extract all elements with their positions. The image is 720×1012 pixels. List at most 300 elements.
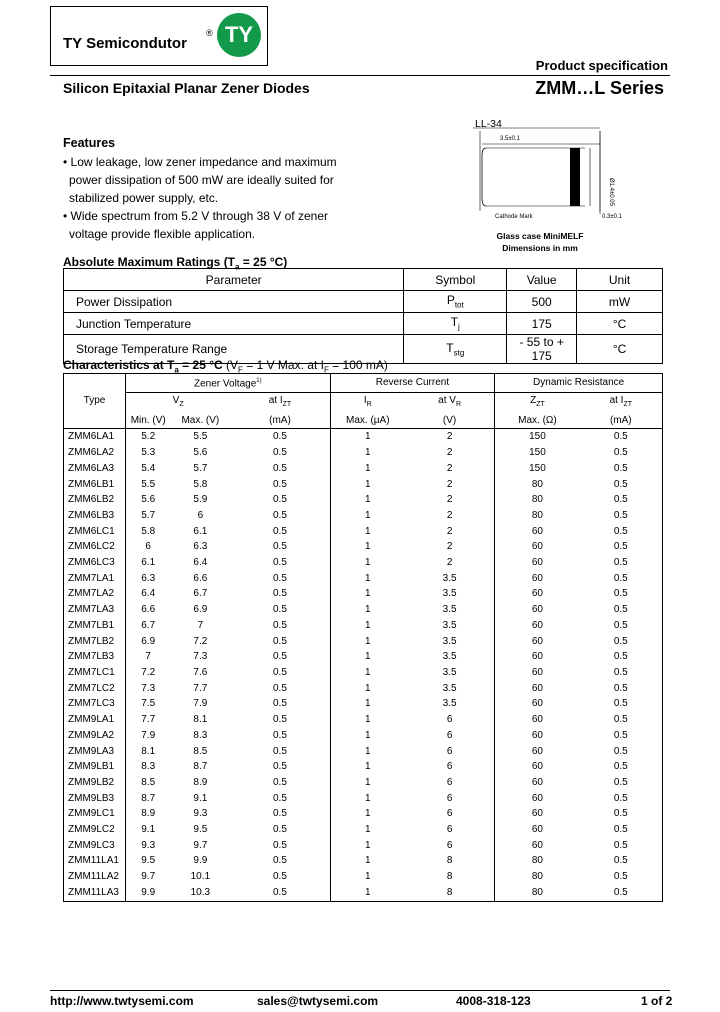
value-cell: 0.5	[230, 555, 330, 571]
feature-item: • Wide spectrum from 5.2 V through 38 V of zener voltage provide flexible application.	[63, 209, 328, 241]
value-cell: 2	[405, 539, 495, 555]
value-cell: 6	[405, 712, 495, 728]
cathode-band	[570, 148, 580, 206]
parameter-cell: Junction Temperature	[64, 313, 404, 335]
value-cell: 60	[531, 604, 543, 616]
value-cell: 0.5	[580, 712, 663, 728]
value-cell: 1	[364, 572, 371, 584]
type-cell: ZMM9LA2	[64, 728, 126, 744]
value-cell: 1	[364, 619, 371, 631]
table-row	[64, 869, 663, 885]
unit-ma: (mA)	[230, 413, 330, 429]
value-cell: 9.3	[193, 808, 208, 820]
value-cell: 0.5	[230, 508, 330, 524]
value-cell: 1	[364, 792, 371, 804]
value-cell: 6.9	[193, 604, 208, 616]
value-cell: 0.5	[580, 869, 663, 885]
value-cell: 2	[405, 429, 495, 445]
value-cell: 60	[531, 824, 543, 836]
company-logo	[50, 6, 268, 66]
value-cell: 0.5	[580, 744, 663, 760]
type-cell: ZMM6LC3	[64, 555, 126, 571]
logo-mark-icon: TY	[217, 13, 261, 57]
value-cell: 1	[364, 635, 371, 647]
sub-at-izt: at $I_{ZT}$	[230, 393, 330, 413]
value-cell: 6.7	[141, 619, 156, 631]
table-row	[64, 555, 663, 571]
footer-email[interactable]: sales@twtysemi.com	[257, 994, 379, 1008]
value-cell: 6.6	[141, 604, 156, 616]
value-cell: 3.5	[405, 586, 495, 602]
type-cell: ZMM9LA1	[64, 712, 126, 728]
type-cell: ZMM11LA3	[64, 885, 126, 901]
table-row	[64, 477, 663, 493]
footer-page-number: 1 of 2	[641, 994, 673, 1008]
col-value: Value	[507, 269, 577, 291]
table-row	[64, 853, 663, 869]
sub-at-vr: at $V_R$	[405, 393, 495, 413]
footer-phone: 4008-318-123	[456, 994, 531, 1008]
value-cell: 0.5	[580, 618, 663, 634]
value-cell: 8.9	[193, 776, 208, 788]
value-cell: 0.5	[580, 759, 663, 775]
value-cell: 1	[364, 761, 371, 773]
value-cell: 10.3	[170, 885, 230, 901]
type-cell: ZMM7LB1	[64, 618, 126, 634]
table-header-row	[64, 374, 663, 393]
table-row	[64, 885, 663, 901]
diode-body-left	[482, 148, 486, 206]
table-row	[64, 634, 663, 650]
type-cell: ZMM7LA3	[64, 602, 126, 618]
abs-max-heading: Absolute Maximum Ratings ($T_a = 25$ °C)	[63, 255, 288, 272]
value-cell: 5.5	[170, 429, 230, 445]
registered-mark: ®	[206, 28, 213, 38]
table-row	[64, 744, 663, 760]
value-cell: 8.1	[141, 745, 156, 757]
value-cell: 60	[531, 698, 543, 710]
type-cell: ZMM6LB3	[64, 508, 126, 524]
value-cell: 1	[364, 541, 371, 553]
header-divider	[50, 75, 670, 76]
dim-band: 0.3±0.1	[602, 214, 622, 220]
value-cell: 8.3	[193, 729, 208, 741]
value-cell: 9.9	[125, 885, 170, 901]
table-row	[64, 649, 663, 665]
value-cell: 0.5	[230, 712, 330, 728]
table-row	[64, 665, 663, 681]
value-cell: 1	[364, 557, 371, 569]
value-cell: 80	[531, 478, 543, 490]
value-cell: 0.5	[230, 853, 330, 869]
type-cell: ZMM6LC1	[64, 524, 126, 540]
value-cell: 7.3	[141, 682, 156, 694]
value-cell: 0.5	[230, 429, 330, 445]
value-cell: 3.5	[405, 681, 495, 697]
value-cell: 60	[531, 808, 543, 820]
value-cell: 0.5	[580, 696, 663, 712]
value-cell: 1	[364, 776, 371, 788]
value-cell: 0.5	[580, 822, 663, 838]
value-cell: 6.7	[193, 588, 208, 600]
type-cell: ZMM6LA3	[64, 461, 126, 477]
table-row	[64, 838, 663, 854]
value-cell: 5.7	[193, 462, 208, 474]
value-cell: 6.1	[141, 557, 156, 569]
type-cell: ZMM7LA2	[64, 586, 126, 602]
value-cell: 60	[531, 541, 543, 553]
value-cell: 3.5	[405, 618, 495, 634]
value-cell: 6.3	[141, 572, 156, 584]
value-cell: 0.5	[580, 571, 663, 587]
value-cell: - 55 to + 175	[507, 335, 577, 364]
value-cell: 2	[405, 555, 495, 571]
value-cell: 6.9	[141, 635, 156, 647]
document-title: Silicon Epitaxial Planar Zener Diodes	[63, 80, 310, 96]
dim-length: 3.5±0.1	[500, 136, 520, 142]
unit-v: (V)	[405, 413, 495, 429]
value-cell: 60	[531, 651, 543, 663]
value-cell: 2	[405, 445, 495, 461]
type-cell: ZMM9LB2	[64, 775, 126, 791]
value-cell: 0.5	[230, 744, 330, 760]
value-cell: 6	[405, 744, 495, 760]
value-cell: 3.5	[405, 602, 495, 618]
value-cell: 6	[405, 791, 495, 807]
value-cell: 7.9	[193, 698, 208, 710]
value-cell: 0.5	[230, 477, 330, 493]
value-cell: 7.2	[193, 635, 208, 647]
table-row	[64, 791, 663, 807]
value-cell: 5.6	[141, 494, 156, 506]
value-cell: 60	[531, 572, 543, 584]
type-cell: ZMM7LC2	[64, 681, 126, 697]
value-cell: 6	[405, 759, 495, 775]
col-symbol: Symbol	[404, 269, 507, 291]
table-row	[64, 524, 663, 540]
package-label: LL-34	[475, 118, 502, 130]
cathode-mark-label: Cathode Mark	[495, 214, 533, 220]
characteristics-body	[64, 429, 663, 901]
value-cell: 60	[531, 761, 543, 773]
value-cell: 5.5	[141, 478, 156, 490]
type-cell: ZMM9LA3	[64, 744, 126, 760]
value-cell: 0.5	[580, 649, 663, 665]
value-cell: 6	[145, 541, 151, 553]
value-cell: 0.5	[580, 477, 663, 493]
value-cell: 7.7	[193, 682, 208, 694]
value-cell: 0.5	[580, 445, 663, 461]
value-cell: 1	[364, 651, 371, 663]
feature-item: • Low leakage, low zener impedance and maximum power dissipation of 500 mW are ideally suited for stabilized power supply, etc.	[63, 155, 337, 205]
value-cell: 2	[405, 492, 495, 508]
value-cell: 5.3	[141, 447, 156, 459]
value-cell: 60	[531, 714, 543, 726]
dim-diameter: Ø1.4±0.05	[608, 178, 614, 206]
type-cell: ZMM6LC2	[64, 539, 126, 555]
value-cell: 1	[364, 604, 371, 616]
table-row	[64, 508, 663, 524]
value-cell: 0.5	[230, 586, 330, 602]
symbol-cell: $P_{tot}$	[404, 291, 507, 313]
value-cell: 9.7	[141, 871, 156, 883]
table-row	[64, 586, 663, 602]
value-cell: 1	[364, 462, 371, 474]
table-row	[64, 728, 663, 744]
col-dynamic-resistance: Dynamic Resistance	[495, 374, 663, 393]
table-row	[64, 602, 663, 618]
value-cell: 5.6	[193, 447, 208, 459]
table-row	[64, 492, 663, 508]
features-heading: Features	[63, 136, 116, 150]
value-cell: 0.5	[230, 602, 330, 618]
value-cell: 0.5	[230, 524, 330, 540]
value-cell: 0.5	[580, 791, 663, 807]
unit-max-ua: Max. (μA)	[346, 414, 390, 426]
unit-cell: mW	[577, 291, 663, 313]
value-cell: 5.9	[193, 494, 208, 506]
value-cell: 80	[531, 494, 543, 506]
value-cell: 0.5	[580, 555, 663, 571]
package-caption-units: Dimensions in mm	[502, 243, 578, 253]
value-cell: 0.5	[580, 775, 663, 791]
value-cell: 1	[330, 885, 405, 901]
type-cell: ZMM7LC3	[64, 696, 126, 712]
value-cell: 80	[531, 509, 543, 521]
value-cell: 8	[405, 853, 495, 869]
table-subheader-row	[64, 393, 663, 413]
value-cell: 500	[507, 291, 577, 313]
type-cell: ZMM6LA1	[64, 429, 126, 445]
type-cell: ZMM7LB3	[64, 649, 126, 665]
value-cell: 2	[405, 524, 495, 540]
value-cell: 3.5	[405, 649, 495, 665]
value-cell: 9.5	[193, 824, 208, 836]
value-cell: 1	[330, 429, 405, 445]
value-cell: 7	[145, 651, 151, 663]
value-cell: 3.5	[405, 696, 495, 712]
value-cell: 0.5	[230, 728, 330, 744]
value-cell: 6.1	[193, 525, 208, 537]
footer-divider	[50, 990, 670, 991]
value-cell: 8.1	[193, 714, 208, 726]
table-header-row	[64, 269, 663, 291]
value-cell: 60	[531, 682, 543, 694]
table-row	[64, 445, 663, 461]
value-cell: 9.5	[141, 855, 156, 867]
unit-cell: °C	[577, 335, 663, 364]
value-cell: 9.1	[193, 792, 208, 804]
value-cell: 7.9	[141, 729, 156, 741]
value-cell: 8.7	[141, 792, 156, 804]
table-row	[64, 571, 663, 587]
table-row	[64, 775, 663, 791]
type-cell: ZMM9LB1	[64, 759, 126, 775]
value-cell: 3.5	[405, 665, 495, 681]
value-cell: 0.5	[230, 681, 330, 697]
value-cell: 1	[364, 478, 371, 490]
type-cell: ZMM9LC3	[64, 838, 126, 854]
value-cell: 0.5	[580, 665, 663, 681]
type-cell: ZMM7LC1	[64, 665, 126, 681]
value-cell: 3.5	[405, 634, 495, 650]
table-row	[64, 461, 663, 477]
value-cell: 6	[405, 728, 495, 744]
company-name: TY Semicondutor	[63, 35, 187, 52]
value-cell: 8.7	[193, 761, 208, 773]
value-cell: 7.5	[141, 698, 156, 710]
value-cell: 1	[364, 824, 371, 836]
value-cell: 8	[405, 869, 495, 885]
value-cell: 6.3	[193, 541, 208, 553]
value-cell: 1	[364, 525, 371, 537]
table-row	[64, 712, 663, 728]
table-row	[64, 291, 663, 313]
value-cell: 0.5	[580, 461, 663, 477]
value-cell: 5.4	[141, 462, 156, 474]
value-cell: 0.5	[580, 524, 663, 540]
type-cell: ZMM11LA1	[64, 853, 126, 869]
value-cell: 0.5	[580, 681, 663, 697]
table-row	[64, 681, 663, 697]
value-cell: 7.3	[193, 651, 208, 663]
value-cell: 8.5	[141, 776, 156, 788]
value-cell: 7.2	[141, 666, 156, 678]
value-cell: 0.5	[580, 885, 663, 901]
unit-min-v: Min. (V)	[130, 414, 166, 426]
col-type: Type	[64, 374, 126, 429]
value-cell: 0.5	[580, 634, 663, 650]
table-row	[64, 313, 663, 335]
value-cell: 0.5	[230, 649, 330, 665]
value-cell: 0.5	[580, 586, 663, 602]
table-row	[64, 539, 663, 555]
value-cell: 7.7	[141, 714, 156, 726]
table-row	[64, 806, 663, 822]
table-row	[64, 429, 663, 445]
value-cell: 60	[531, 635, 543, 647]
value-cell: 0.5	[230, 445, 330, 461]
type-cell: ZMM6LB2	[64, 492, 126, 508]
value-cell: 6	[405, 806, 495, 822]
value-cell: 8.5	[193, 745, 208, 757]
value-cell: 5.2	[125, 429, 170, 445]
value-cell: 0.5	[230, 759, 330, 775]
package-caption	[440, 230, 640, 254]
value-cell: 10.1	[190, 871, 211, 883]
value-cell: 0.5	[580, 508, 663, 524]
value-cell: 60	[531, 666, 543, 678]
value-cell: 0.5	[230, 775, 330, 791]
value-cell: 9.7	[193, 839, 208, 851]
footer-url[interactable]: http://www.twtysemi.com	[50, 994, 194, 1008]
value-cell: 60	[531, 792, 543, 804]
unit-max-ohm: Max. (Ω)	[518, 414, 557, 426]
value-cell: 0.5	[230, 665, 330, 681]
value-cell: 2	[405, 477, 495, 493]
value-cell: 0.5	[230, 838, 330, 854]
type-cell: ZMM11LA2	[64, 869, 126, 885]
value-cell: 7	[197, 619, 204, 631]
col-parameter: Parameter	[64, 269, 404, 291]
value-cell: 1	[364, 745, 371, 757]
sub-vz: $V_Z$	[172, 395, 184, 409]
col-reverse-current: Reverse Current	[330, 374, 495, 393]
value-cell: 80	[531, 871, 543, 883]
value-cell: 0.5	[230, 806, 330, 822]
value-cell: 6	[197, 509, 204, 521]
value-cell: 80	[495, 885, 580, 901]
value-cell: 6	[405, 822, 495, 838]
features-list	[63, 153, 363, 243]
value-cell: 60	[531, 745, 543, 757]
value-cell: 60	[531, 557, 543, 569]
col-unit: Unit	[577, 269, 663, 291]
value-cell: 6	[405, 838, 495, 854]
type-cell: ZMM9LB3	[64, 791, 126, 807]
value-cell: 150	[495, 429, 580, 445]
value-cell: 5.8	[193, 478, 208, 490]
value-cell: 1	[364, 447, 371, 459]
unit-cell: °C	[577, 313, 663, 335]
value-cell: 0.5	[580, 728, 663, 744]
value-cell: 1	[364, 588, 371, 600]
value-cell: 80	[531, 855, 543, 867]
symbol-cell: $T_j$	[404, 313, 507, 335]
value-cell: 60	[531, 839, 543, 851]
value-cell: 1	[364, 494, 371, 506]
unit-ma2: (mA)	[580, 413, 663, 429]
characteristics-table	[63, 373, 663, 902]
value-cell: 8	[405, 885, 495, 901]
type-cell: ZMM9LC2	[64, 822, 126, 838]
characteristics-heading: Characteristics at $T_a = 25$ °C ($V_F = 1$ V Max. at $I_F = 100$ mA)	[63, 358, 388, 375]
sub-zzt: $Z_{ZT}$	[530, 395, 545, 409]
table-row	[64, 822, 663, 838]
parameter-cell: Power Dissipation	[64, 291, 404, 313]
value-cell: 0.5	[580, 838, 663, 854]
series-title: ZMM…L Series	[535, 78, 664, 98]
product-specification: Product specification	[535, 58, 668, 73]
value-cell: 1	[364, 839, 371, 851]
value-cell: 8.3	[141, 761, 156, 773]
value-cell: 0.5	[580, 806, 663, 822]
value-cell: 5.7	[141, 509, 156, 521]
value-cell: 0.5	[580, 853, 663, 869]
value-cell: 0.5	[230, 461, 330, 477]
value-cell: 9.1	[141, 824, 156, 836]
type-cell: ZMM9LC1	[64, 806, 126, 822]
value-cell: 6.4	[141, 588, 156, 600]
value-cell: 175	[507, 313, 577, 335]
value-cell: 0.5	[230, 791, 330, 807]
value-cell: 0.5	[230, 571, 330, 587]
type-cell: ZMM7LB2	[64, 634, 126, 650]
value-cell: 0.5	[580, 539, 663, 555]
value-cell: 1	[364, 729, 371, 741]
value-cell: 0.5	[580, 429, 663, 445]
sub-at-izt2: at $I_{ZT}$	[580, 393, 663, 413]
table-row	[64, 696, 663, 712]
value-cell: 3.5	[405, 571, 495, 587]
value-cell: 9.3	[141, 839, 156, 851]
value-cell: 1	[364, 714, 371, 726]
value-cell: 1	[364, 855, 371, 867]
value-cell: 0.5	[230, 634, 330, 650]
value-cell: 2	[405, 461, 495, 477]
col-zener-voltage: Zener Voltage$^{1)}$	[125, 374, 330, 393]
type-cell: ZMM6LA2	[64, 445, 126, 461]
